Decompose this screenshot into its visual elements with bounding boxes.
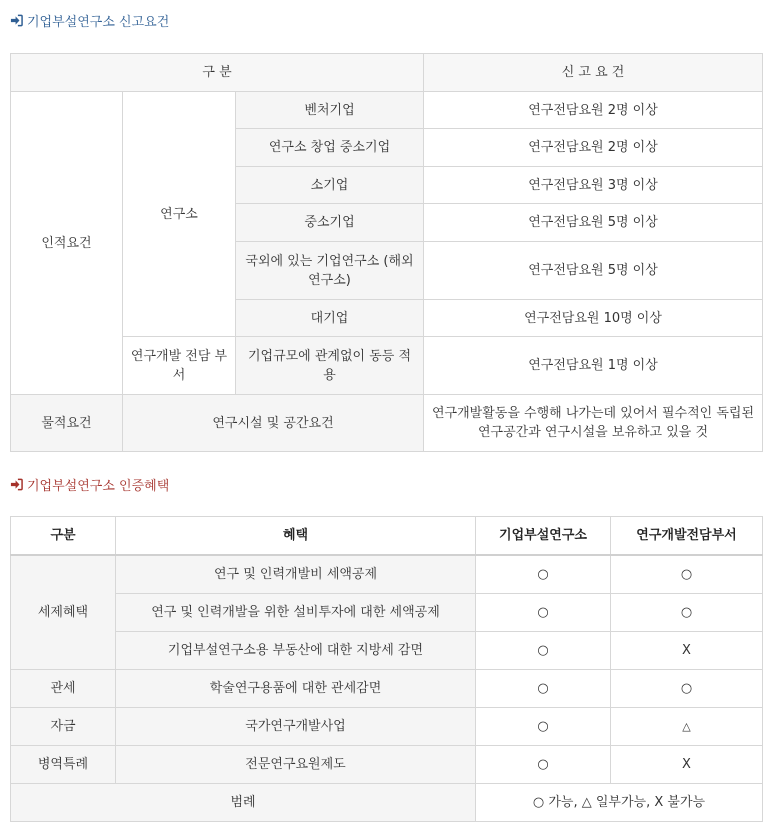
category-label: 관세 (11, 669, 116, 707)
dept-label: 연구개발 전담 부서 (123, 337, 236, 395)
benefits-table (10, 516, 763, 822)
physical-requirement: 연구개발활동을 수행해 나가는데 있어서 필수적인 독립된 연구공간과 연구시설을 보유하고 있을 것 (424, 395, 763, 452)
benefit-text: 연구 및 인력개발비 세액공제 (116, 555, 476, 593)
table-row (11, 555, 763, 593)
table-row (11, 669, 763, 707)
header-lab: 기업부설연구소 (476, 517, 611, 556)
dept-availability: X (611, 745, 763, 783)
section-title: 기업부설연구소 인증혜택 (27, 479, 170, 494)
dept-availability: X (611, 631, 763, 669)
company-type: 중소기업 (236, 204, 424, 242)
lab-availability: ○ (476, 707, 611, 745)
benefit-text: 연구 및 인력개발을 위한 설비투자에 대한 세액공제 (116, 593, 476, 631)
benefit-text: 국가연구개발사업 (116, 707, 476, 745)
header-category: 구분 (11, 517, 116, 556)
benefit-text: 학술연구용품에 대한 관세감면 (116, 669, 476, 707)
table-row (11, 707, 763, 745)
table-header-row (11, 517, 763, 556)
requirement-value: 연구전담요원 5명 이상 (424, 204, 763, 242)
table-row (11, 745, 763, 783)
company-type: 소기업 (236, 167, 424, 204)
header-benefit: 혜택 (116, 517, 476, 556)
requirement-value: 연구전담요원 2명 이상 (424, 129, 763, 167)
requirements-table (10, 53, 763, 452)
dept-availability: ○ (611, 593, 763, 631)
company-type: 연구소 창업 중소기업 (236, 129, 424, 167)
section-title: 기업부설연구소 신고요건 (27, 15, 170, 30)
legend-label: 범례 (11, 783, 476, 821)
legend-text: ○ 가능, △ 일부가능, X 불가능 (476, 783, 763, 821)
table-header-row (11, 54, 763, 92)
company-type: 국외에 있는 기업연구소 (해외연구소) (236, 242, 424, 300)
lab-availability: ○ (476, 745, 611, 783)
lab-availability: ○ (476, 555, 611, 593)
dept-availability: △ (611, 707, 763, 745)
header-category: 구 분 (11, 54, 424, 92)
lab-availability: ○ (476, 631, 611, 669)
category-label: 병역특례 (11, 745, 116, 783)
table-row (11, 783, 763, 821)
lab-availability: ○ (476, 593, 611, 631)
company-type: 벤처기업 (236, 92, 424, 129)
header-requirement: 신 고 요 건 (424, 54, 763, 92)
table-row (11, 593, 763, 631)
company-type: 대기업 (236, 300, 424, 337)
lab-label: 연구소 (123, 92, 236, 337)
requirement-value: 연구전담요원 2명 이상 (424, 92, 763, 129)
physical-type: 연구시설 및 공간요건 (123, 395, 424, 452)
personnel-label: 인적요건 (11, 92, 123, 395)
benefit-text: 기업부설연구소용 부동산에 대한 지방세 감면 (116, 631, 476, 669)
table-row (11, 337, 763, 395)
requirement-value: 연구전담요원 5명 이상 (424, 242, 763, 300)
dept-availability: ○ (611, 669, 763, 707)
category-label: 자금 (11, 707, 116, 745)
table-row (11, 92, 763, 129)
lab-availability: ○ (476, 669, 611, 707)
benefit-text: 전문연구요원제도 (116, 745, 476, 783)
header-dept: 연구개발전담부서 (611, 517, 763, 556)
company-type: 기업규모에 관계없이 동등 적용 (236, 337, 424, 395)
dept-availability: ○ (611, 555, 763, 593)
category-label: 세제혜택 (11, 555, 116, 669)
table-row (11, 395, 763, 452)
requirement-value: 연구전담요원 1명 이상 (424, 337, 763, 395)
requirement-value: 연구전담요원 10명 이상 (424, 300, 763, 337)
physical-label: 물적요건 (11, 395, 123, 452)
section-heading-benefits (10, 475, 169, 494)
table-row (11, 631, 763, 669)
sign-in-arrow-icon (10, 478, 23, 491)
requirement-value: 연구전담요원 3명 이상 (424, 167, 763, 204)
section-heading-requirements (10, 11, 169, 30)
sign-in-arrow-icon (10, 14, 23, 27)
